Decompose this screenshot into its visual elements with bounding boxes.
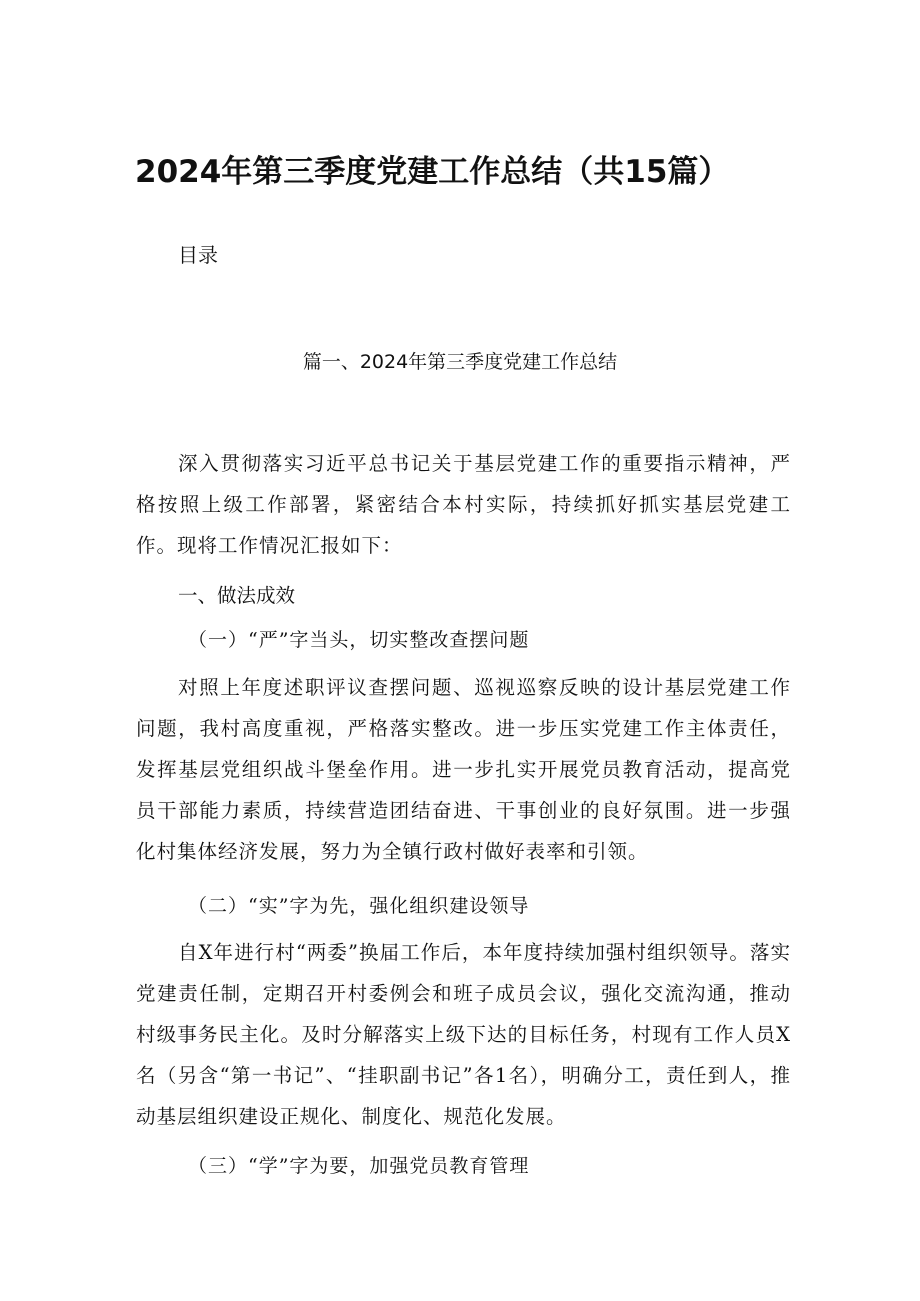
document-title: 2024年第三季度党建工作总结（共15篇） <box>135 154 730 190</box>
paragraph-strict: 对照上年度述职评议查摆问题、巡视巡察反映的设计基层党建工作问题，我村高度重视，严格落实整改。进一步压实党建工作主体责任，发挥基层党组织战斗堡垒作用。进一步扎实开展党员教育活动，提高党员干部能力素质，持续营造团结奋进、干事创业的良好氛围。进一步强化村集体经济发展，努力为全镇行政村做好表率和引领。 <box>136 676 791 863</box>
subheading-solid: （二）“实”字为先，强化组织建设领导 <box>188 895 530 917</box>
subheading-study: （三）“学”字为要，加强党员教育管理 <box>188 1155 530 1177</box>
table-of-contents-label: 目录 <box>178 243 218 267</box>
subheading-strict: （一）“严”字当头，切实整改查摆问题 <box>188 629 530 651</box>
intro-paragraph: 深入贯彻落实习近平总书记关于基层党建工作的重要指示精神，严格按照上级工作部署，紧密结合本村实际，持续抓好抓实基层党建工作。现将工作情况汇报如下： <box>136 452 791 557</box>
paragraph-solid: 自X年进行村“两委”换届工作后，本年度持续加强村组织领导。落实党建责任制，定期召开村委例会和班子成员会议，强化交流沟通，推动村级事务民主化。及时分解落实上级下达的目标任务，村现有工作人员X名（另含“第一书记”、“挂职副书记”各1名），明确分工，责任到人，推动基层组织建设正规化、制度化、规范化发展。 <box>136 941 791 1128</box>
chapter-title: 篇一、2024年第三季度党建工作总结 <box>302 351 618 373</box>
section-heading-practices: 一、做法成效 <box>178 584 296 607</box>
